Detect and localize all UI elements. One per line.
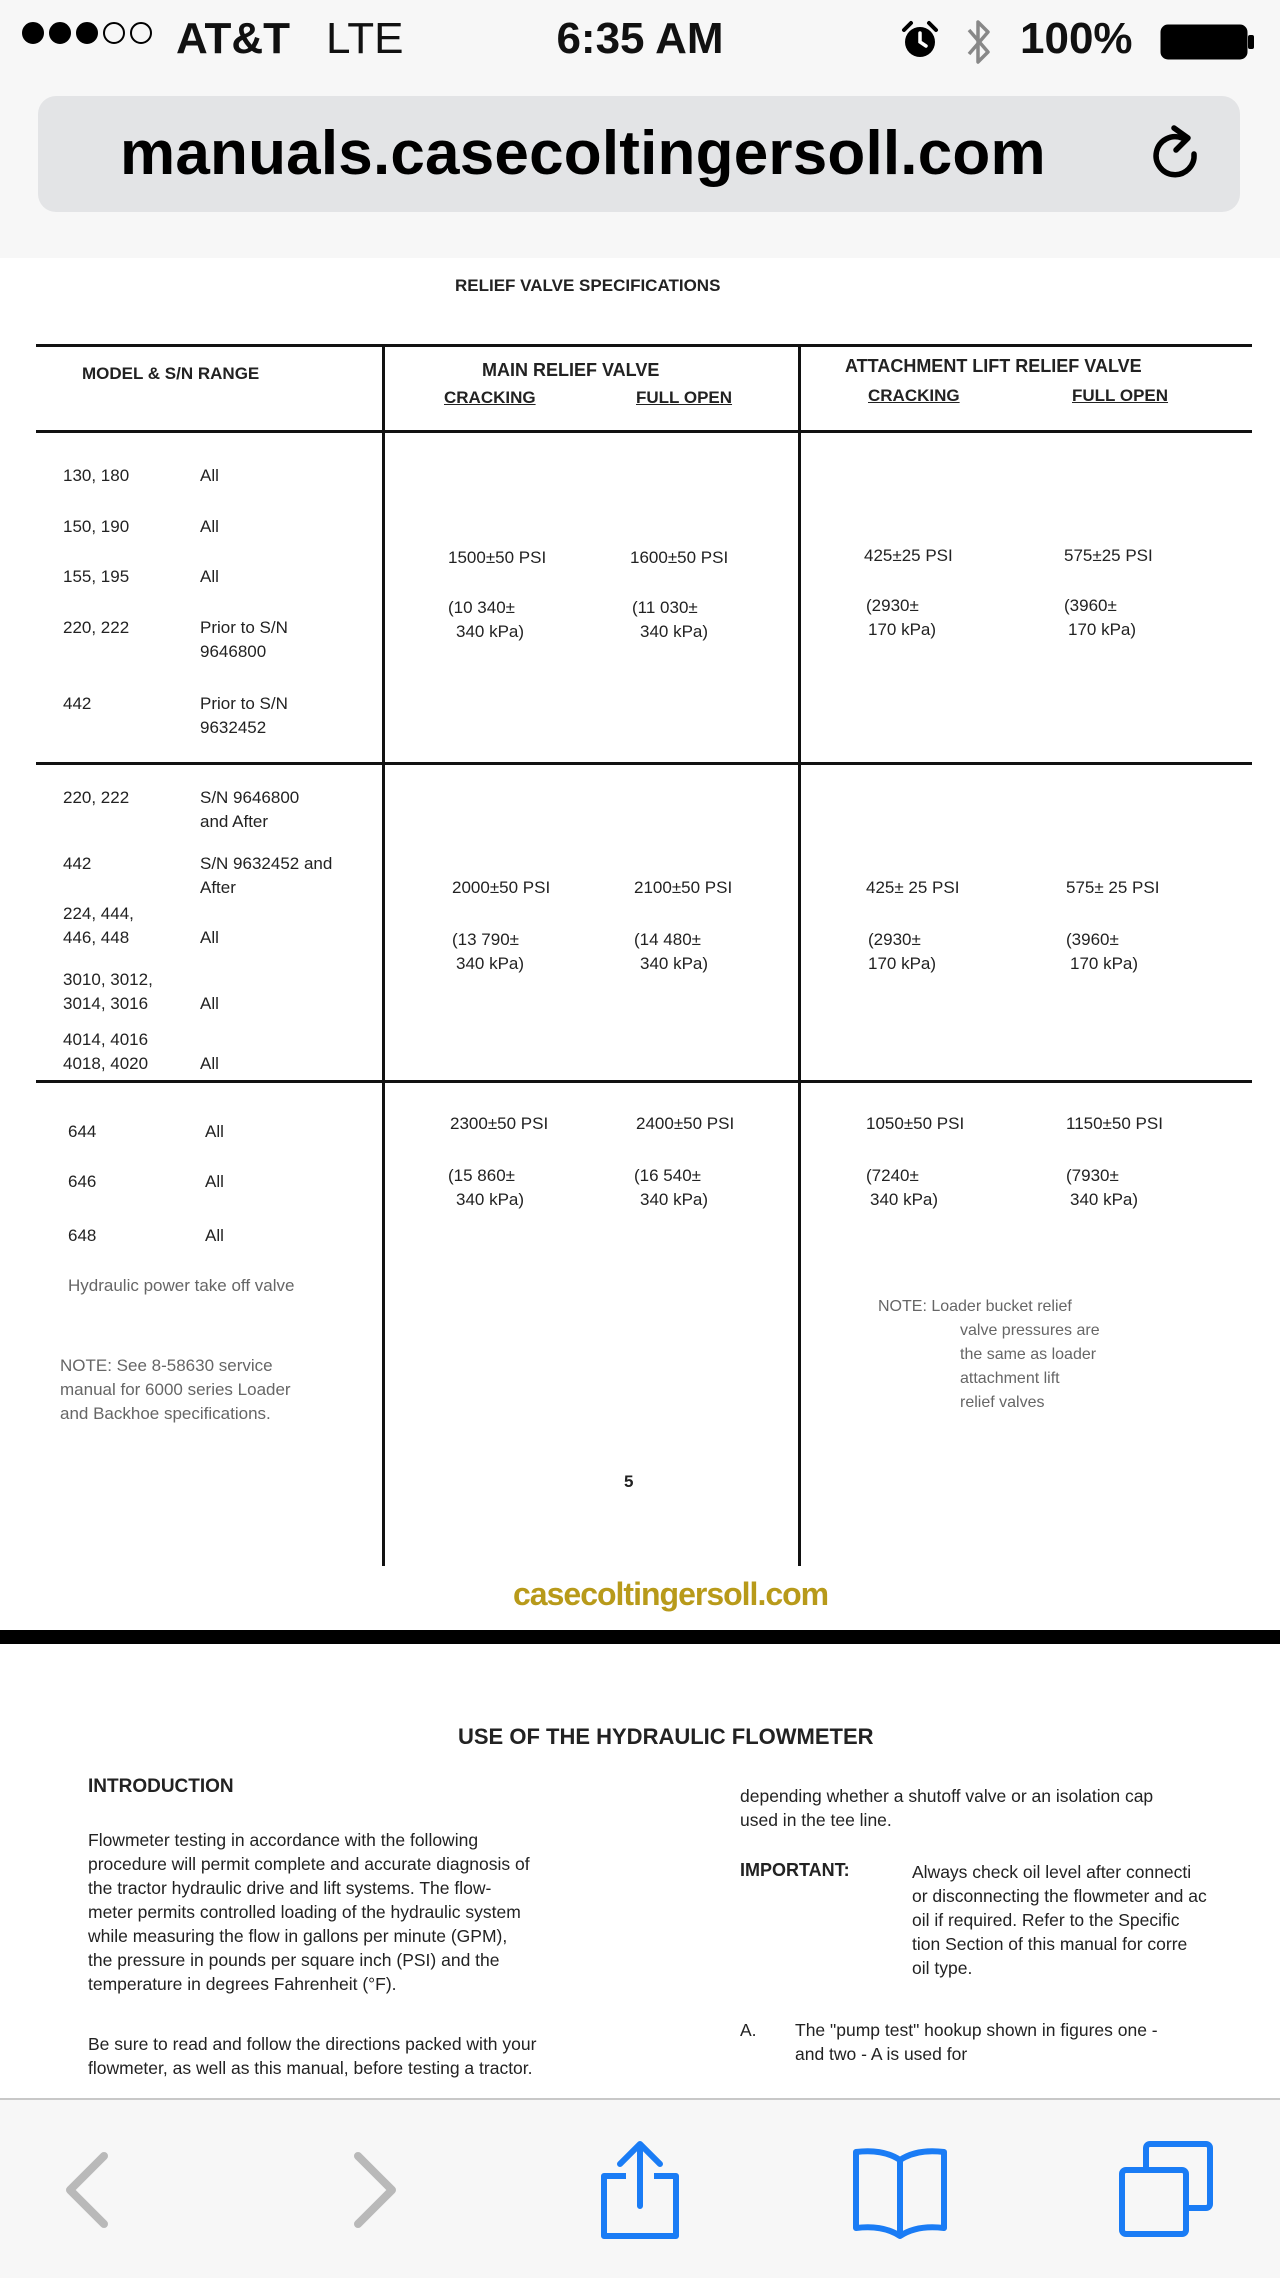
sn-cell: 9646800	[200, 642, 267, 661]
important-line: Always check oil level after connecti	[912, 1862, 1192, 1882]
browser-header	[0, 84, 1280, 260]
table-rule	[36, 762, 1252, 765]
site-watermark: casecoltingersoll.com	[513, 1576, 829, 1612]
important-label: IMPORTANT:	[740, 1860, 850, 1880]
table-rule	[36, 430, 1252, 433]
item-a-line: and two - A is used for	[795, 2044, 968, 2064]
model-cell: 4014, 4016	[63, 1030, 149, 1049]
attach-full-open-psi: 1150±50 PSI	[1066, 1114, 1163, 1133]
intro-line: while measuring the flow in gallons per minute (GPM),	[88, 1926, 508, 1946]
page-number: 5	[624, 1472, 634, 1491]
model-cell: 442	[63, 694, 92, 713]
status-bar	[0, 0, 1280, 84]
attach-full-open-kpa: 340 kPa)	[1070, 1190, 1139, 1209]
browser-toolbar	[0, 2098, 1280, 2278]
battery-icon	[1160, 24, 1256, 60]
header-main-relief: MAIN RELIEF VALVE	[482, 360, 660, 380]
page-separator	[0, 1630, 1280, 1644]
reload-icon[interactable]	[1144, 124, 1208, 188]
model-cell: 224, 444,	[63, 904, 134, 923]
important-line: oil if required. Refer to the Specific	[912, 1910, 1180, 1930]
sn-cell: All	[205, 1226, 224, 1245]
header-attach-full-open: FULL OPEN	[1072, 386, 1169, 405]
main-cracking-psi: 2000±50 PSI	[452, 878, 551, 897]
main-full-open-psi: 1600±50 PSI	[630, 548, 729, 567]
note-right-line: NOTE: Loader bucket relief	[878, 1298, 1072, 1315]
attach-full-open-kpa: (3960±	[1066, 930, 1119, 949]
attach-full-open-psi: 575± 25 PSI	[1066, 878, 1160, 897]
attach-cracking-kpa: (2930±	[868, 930, 921, 949]
back-icon[interactable]	[40, 2140, 140, 2240]
tabs-icon[interactable]	[1116, 2140, 1216, 2240]
attach-cracking-kpa: 170 kPa)	[868, 620, 937, 639]
sn-cell: All	[200, 567, 219, 586]
share-icon[interactable]	[590, 2140, 690, 2240]
pto-valve-note: Hydraulic power take off valve	[68, 1276, 295, 1295]
sn-cell: S/N 9632452 and	[200, 854, 333, 873]
main-cracking-kpa: 340 kPa)	[456, 622, 525, 641]
model-cell: 4018, 4020	[63, 1054, 149, 1073]
intro2-line: Be sure to read and follow the directions packed with your	[88, 2034, 537, 2054]
note-left-line: NOTE: See 8-58630 service	[60, 1356, 273, 1375]
carrier-name: AT&T	[176, 14, 291, 63]
attach-cracking-kpa: 340 kPa)	[870, 1190, 939, 1209]
web-page-content[interactable]	[0, 258, 1280, 2098]
sn-cell: All	[200, 517, 219, 536]
attach-full-open-kpa: (3960±	[1064, 596, 1117, 615]
main-full-open-kpa: (16 540±	[634, 1166, 701, 1185]
intro-line: procedure will permit complete and accurate diagnosis of	[88, 1854, 530, 1874]
attach-cracking-kpa: (2930±	[866, 596, 919, 615]
model-cell: 150, 190	[63, 517, 130, 536]
url-text: manuals.casecoltingersoll.com	[120, 119, 1046, 188]
model-cell: 220, 222	[63, 788, 130, 807]
main-full-open-kpa: 340 kPa)	[640, 1190, 709, 1209]
table-rule	[36, 1080, 1252, 1083]
header-attach-cracking: CRACKING	[868, 386, 960, 405]
important-line: tion Section of this manual for corre	[912, 1934, 1188, 1954]
attach-full-open-kpa: 170 kPa)	[1070, 954, 1139, 973]
address-bar[interactable]	[38, 96, 1240, 212]
attach-cracking-psi: 425±25 PSI	[864, 546, 953, 565]
sn-cell: 9632452	[200, 718, 267, 737]
main-full-open-kpa: 340 kPa)	[640, 622, 709, 641]
note-right-line: attachment lift	[960, 1370, 1060, 1387]
header-main-full-open: FULL OPEN	[636, 388, 733, 407]
clock: 6:35 AM	[556, 14, 724, 63]
right-col-line: used in the tee line.	[740, 1810, 892, 1830]
sn-cell: Prior to S/N	[200, 618, 288, 637]
model-cell: 644	[68, 1122, 97, 1141]
forward-icon[interactable]	[322, 2140, 422, 2240]
main-full-open-kpa: (14 480±	[634, 930, 701, 949]
main-cracking-psi: 1500±50 PSI	[448, 548, 547, 567]
sn-cell: All	[200, 928, 219, 947]
header-main-cracking: CRACKING	[444, 388, 536, 407]
intro-line: meter permits controlled loading of the hydraulic system	[88, 1902, 521, 1922]
note-left-line: and Backhoe specifications.	[60, 1404, 271, 1423]
main-cracking-kpa: (13 790±	[452, 930, 519, 949]
model-cell: 3014, 3016	[63, 994, 149, 1013]
table-rule	[36, 344, 1252, 347]
sn-cell: All	[200, 994, 219, 1013]
main-full-open-kpa: 340 kPa)	[640, 954, 709, 973]
model-cell: 446, 448	[63, 928, 130, 947]
intro-line: temperature in degrees Fahrenheit (°F).	[88, 1974, 397, 1994]
sn-cell: and After	[200, 812, 269, 831]
attach-full-open-kpa: 170 kPa)	[1068, 620, 1137, 639]
section-title: USE OF THE HYDRAULIC FLOWMETER	[458, 1724, 874, 1749]
right-col-line: depending whether a shutoff valve or an isolation cap	[740, 1786, 1154, 1806]
attach-cracking-kpa: (7240±	[866, 1166, 919, 1185]
important-line: or disconnecting the flowmeter and ac	[912, 1886, 1207, 1906]
model-cell: 648	[68, 1226, 97, 1245]
important-line: oil type.	[912, 1958, 973, 1978]
sn-cell: All	[205, 1172, 224, 1191]
attach-cracking-psi: 1050±50 PSI	[866, 1114, 965, 1133]
item-a-label: A.	[740, 2020, 757, 2040]
note-right-line: relief valves	[960, 1394, 1045, 1411]
note-right-line: valve pressures are	[960, 1322, 1100, 1339]
intro-line: the pressure in pounds per square inch (PSI) and the	[88, 1950, 500, 1970]
table-column-divider	[382, 344, 385, 1566]
model-cell: 646	[68, 1172, 97, 1191]
table-title: RELIEF VALVE SPECIFICATIONS	[455, 276, 721, 295]
sn-cell: All	[200, 466, 219, 485]
sn-cell: Prior to S/N	[200, 694, 288, 713]
sn-cell: All	[205, 1122, 224, 1141]
note-right-line: the same as loader	[960, 1346, 1097, 1363]
note-left-line: manual for 6000 series Loader	[60, 1380, 291, 1399]
model-cell: 220, 222	[63, 618, 130, 637]
alarm-clock-icon	[900, 20, 940, 60]
attach-cracking-psi: 425± 25 PSI	[866, 878, 960, 897]
model-cell: 442	[63, 854, 92, 873]
main-full-open-kpa: (11 030±	[632, 598, 698, 617]
battery-percentage: 100%	[1020, 14, 1133, 63]
attach-cracking-kpa: 170 kPa)	[868, 954, 937, 973]
attach-full-open-psi: 575±25 PSI	[1064, 546, 1153, 565]
main-cracking-kpa: (10 340±	[448, 598, 515, 617]
header-attachment-relief: ATTACHMENT LIFT RELIEF VALVE	[845, 356, 1142, 376]
table-column-divider	[798, 344, 801, 1566]
main-cracking-psi: 2300±50 PSI	[450, 1114, 549, 1133]
intro-line: Flowmeter testing in accordance with the following	[88, 1830, 479, 1850]
sn-cell: All	[200, 1054, 219, 1073]
header-model: MODEL & S/N RANGE	[82, 364, 260, 383]
sn-cell: After	[200, 878, 236, 897]
network-type: LTE	[326, 14, 404, 63]
bookmarks-icon[interactable]	[850, 2140, 950, 2240]
sn-cell: S/N 9646800	[200, 788, 300, 807]
intro2-line: flowmeter, as well as this manual, before testing a tractor.	[88, 2058, 533, 2078]
bluetooth-icon	[964, 14, 994, 70]
main-full-open-psi: 2100±50 PSI	[634, 878, 733, 897]
item-a-line: The "pump test" hookup shown in figures one -	[795, 2020, 1158, 2040]
main-cracking-kpa: 340 kPa)	[456, 1190, 525, 1209]
model-cell: 155, 195	[63, 567, 130, 586]
model-cell: 130, 180	[63, 466, 130, 485]
model-cell: 3010, 3012,	[63, 970, 153, 989]
attach-full-open-kpa: (7930±	[1066, 1166, 1119, 1185]
main-cracking-kpa: 340 kPa)	[456, 954, 525, 973]
intro-line: the tractor hydraulic drive and lift systems. The flow-	[88, 1878, 492, 1898]
main-cracking-kpa: (15 860±	[448, 1166, 515, 1185]
main-full-open-psi: 2400±50 PSI	[636, 1114, 735, 1133]
intro-heading: INTRODUCTION	[88, 1776, 234, 1797]
